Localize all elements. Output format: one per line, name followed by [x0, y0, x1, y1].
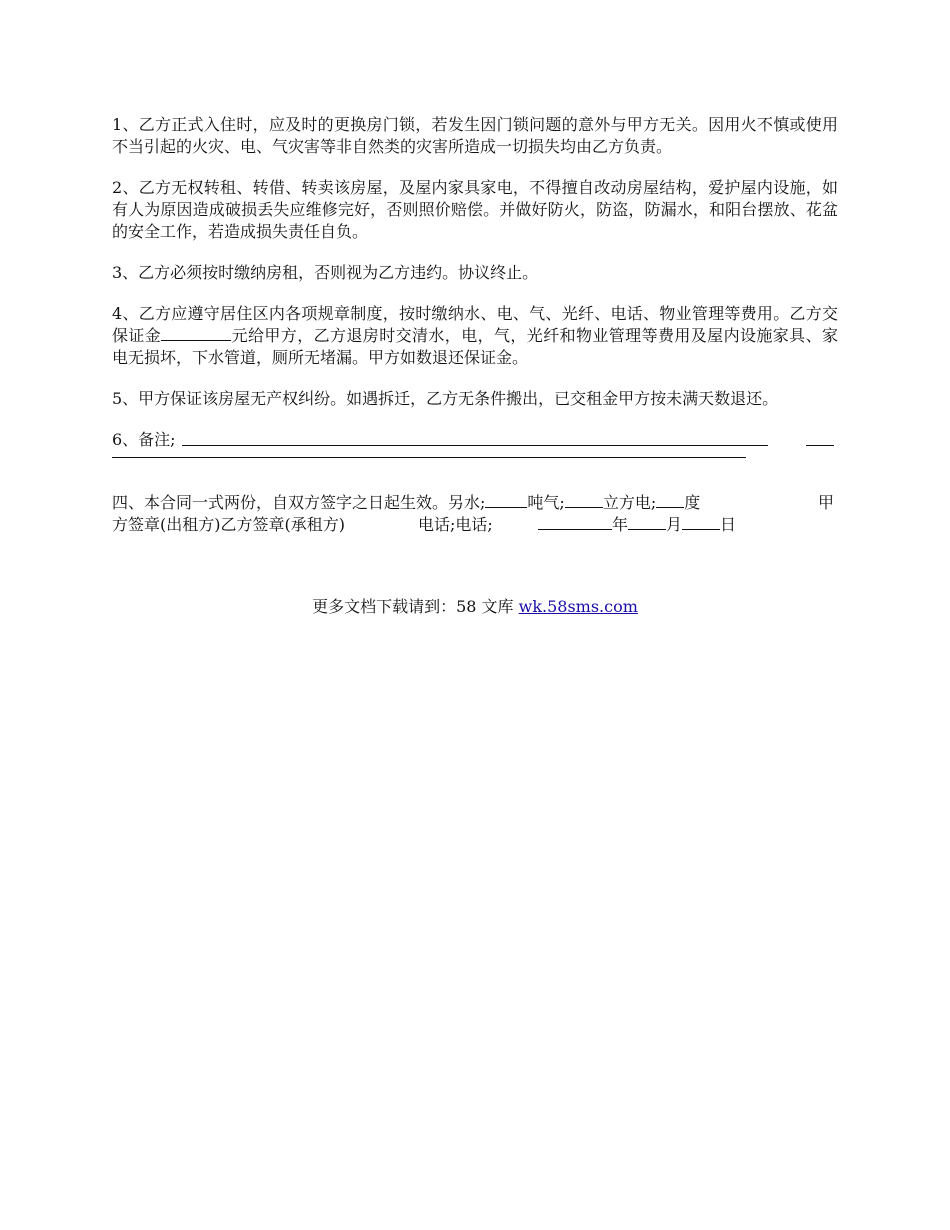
download-footer [0, 596, 950, 618]
year-blank [538, 514, 612, 530]
clause-4 [112, 303, 838, 369]
notes-blank-3 [112, 451, 746, 458]
water-blank [485, 492, 527, 508]
year-label: 年 [612, 515, 629, 534]
closing-text-c: 立方电; [602, 493, 657, 512]
party-a-char: 甲 [818, 493, 835, 512]
footer-text: 更多文档下载请到：58 文库 [312, 597, 519, 616]
clause-2: 2、乙方无权转租、转借、转卖该房屋，及屋内家具家电，不得擅自改动房屋结构，爱护屋内设施，如有人为原因造成破损丢失应维修完好，否则照价赔偿。并做好防火，防盗，防漏水，和阳台摆放、花盆的安全工作，若造成损失责任自负。 [112, 178, 838, 241]
closing-text-b: 吨气; [527, 493, 565, 512]
document-body [112, 114, 838, 536]
clause-1: 1、乙方正式入住时，应及时的更换房门锁，若发生因门锁问题的意外与甲方无关。因用火不慎或使用不当引起的火灾、电、气灾害等非自然类的灾害所造成一切损失均由乙方负责。 [112, 115, 838, 156]
notes-label: 6、备注; [112, 430, 176, 449]
clause-closing [112, 492, 838, 536]
month-label: 月 [666, 515, 683, 534]
footer-link[interactable]: wk.58sms.com [518, 597, 638, 616]
date-line [538, 514, 736, 536]
notes-blank-1 [182, 429, 768, 446]
signature-labels: 方签章(出租方)乙方签章(承租方) [112, 515, 345, 534]
closing-text-d: 度 [684, 493, 701, 512]
electric-blank [656, 492, 684, 508]
month-blank [628, 514, 666, 530]
clause-4-text-a: 4、乙方应遵守居住区内各项规章制度，按时缴纳水、电、气、光纤、电话、物业管理等费用。乙方交保证金 [112, 304, 838, 345]
clause-3: 3、乙方必须按时缴纳房租，否则视为乙方违约。协议终止。 [112, 263, 539, 282]
clause-4-text-b: 元给甲方，乙方退房时交清水，电，气，光纤和物业管理等费用及屋内设施家具、家电无损坏，下水管道，厕所无堵漏。甲方如数退还保证金。 [112, 326, 838, 367]
day-label: 日 [720, 515, 737, 534]
gas-blank [565, 492, 603, 508]
notes-blank-2 [806, 429, 834, 446]
phone-labels: 电话;电话; [418, 515, 493, 534]
clause-6 [112, 429, 838, 473]
clause-5: 5、甲方保证该房屋无产权纠纷。如遇拆迁，乙方无条件搬出，已交租金甲方按未满天数退还。 [112, 389, 779, 408]
day-blank [682, 514, 720, 530]
closing-text-a: 四、本合同一式两份，自双方签字之日起生效。另水; [112, 493, 486, 512]
deposit-blank [161, 325, 231, 341]
